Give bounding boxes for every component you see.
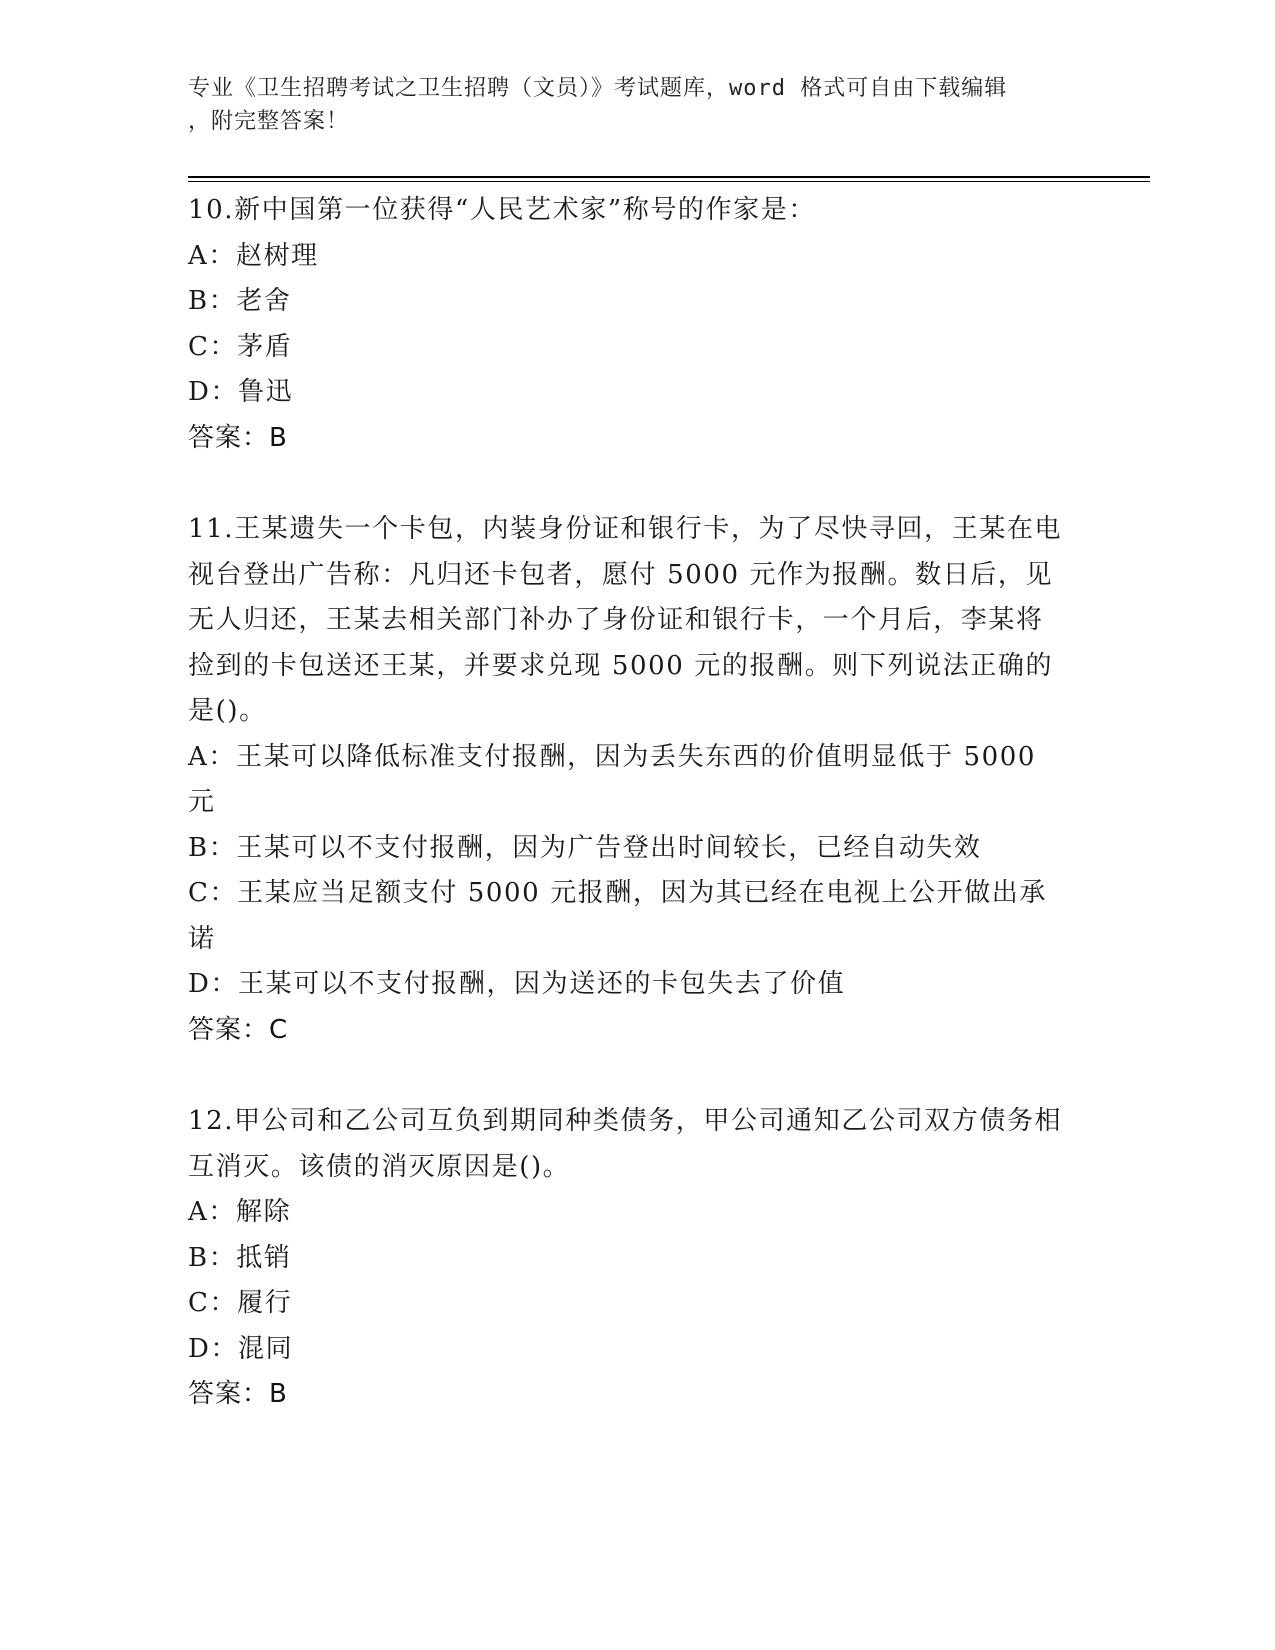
answer-line: 答案：B [188, 1379, 288, 1409]
document-header [188, 72, 1068, 138]
question-12 [188, 1099, 1068, 1418]
question-stem: 10.新中国第一位获得“人民艺术家”称号的作家是： [188, 195, 816, 225]
option-c: C：茅盾 [188, 331, 293, 362]
answer-line: 答案：B [188, 422, 288, 453]
option-b: B：王某可以不支付报酬，因为广告登出时间较长，已经自动失效 [188, 832, 982, 863]
answer-line: 答案：C [188, 1014, 289, 1045]
option-d: D：混同 [188, 1333, 294, 1364]
option-a: A：王某可以降低标准支付报酬，因为丢失东西的价值明显低于 5000 元 [188, 741, 1037, 817]
option-d: D：鲁迅 [188, 377, 294, 407]
header-divider-thin [188, 181, 1150, 182]
option-b: B：老舍 [188, 286, 292, 316]
question-stem: 11.王某遗失一个卡包，内装身份证和银行卡，为了尽快寻回，王某在电视台登出广告称：凡归还卡包者，愿付 5000 元作为报酬。数日后，见无人归还，王某去相关部门补办了身份证和银行卡，一个月后，李某将捡到的卡包送还王某，并要求兑现 5000 元的报酬。则下列说法正确的是()。 [188, 514, 1063, 726]
header-intro-line-2: ，附完整答案！ [188, 109, 350, 134]
option-b: B：抵销 [188, 1242, 292, 1273]
option-a: A：解除 [188, 1197, 292, 1227]
option-c: C：王某应当足额支付 5000 元报酬，因为其已经在电视上公开做出承诺 [188, 878, 1047, 954]
option-a: A：赵树理 [188, 240, 319, 271]
header-intro-line-1: 专业《卫生招聘考试之卫生招聘（文员）》考试题库，word 格式可自由下载编辑 [188, 76, 1008, 101]
question-stem: 12.甲公司和乙公司互负到期同种类债务，甲公司通知乙公司双方债务相互消灭。该债的消灭原因是()。 [188, 1106, 1063, 1182]
question-list [188, 188, 1068, 1418]
option-c: C：履行 [188, 1288, 293, 1318]
question-10 [188, 188, 1068, 461]
option-d: D：王某可以不支付报酬，因为送还的卡包失去了价值 [188, 969, 846, 999]
question-11 [188, 507, 1068, 1053]
header-divider-thick [188, 176, 1150, 178]
